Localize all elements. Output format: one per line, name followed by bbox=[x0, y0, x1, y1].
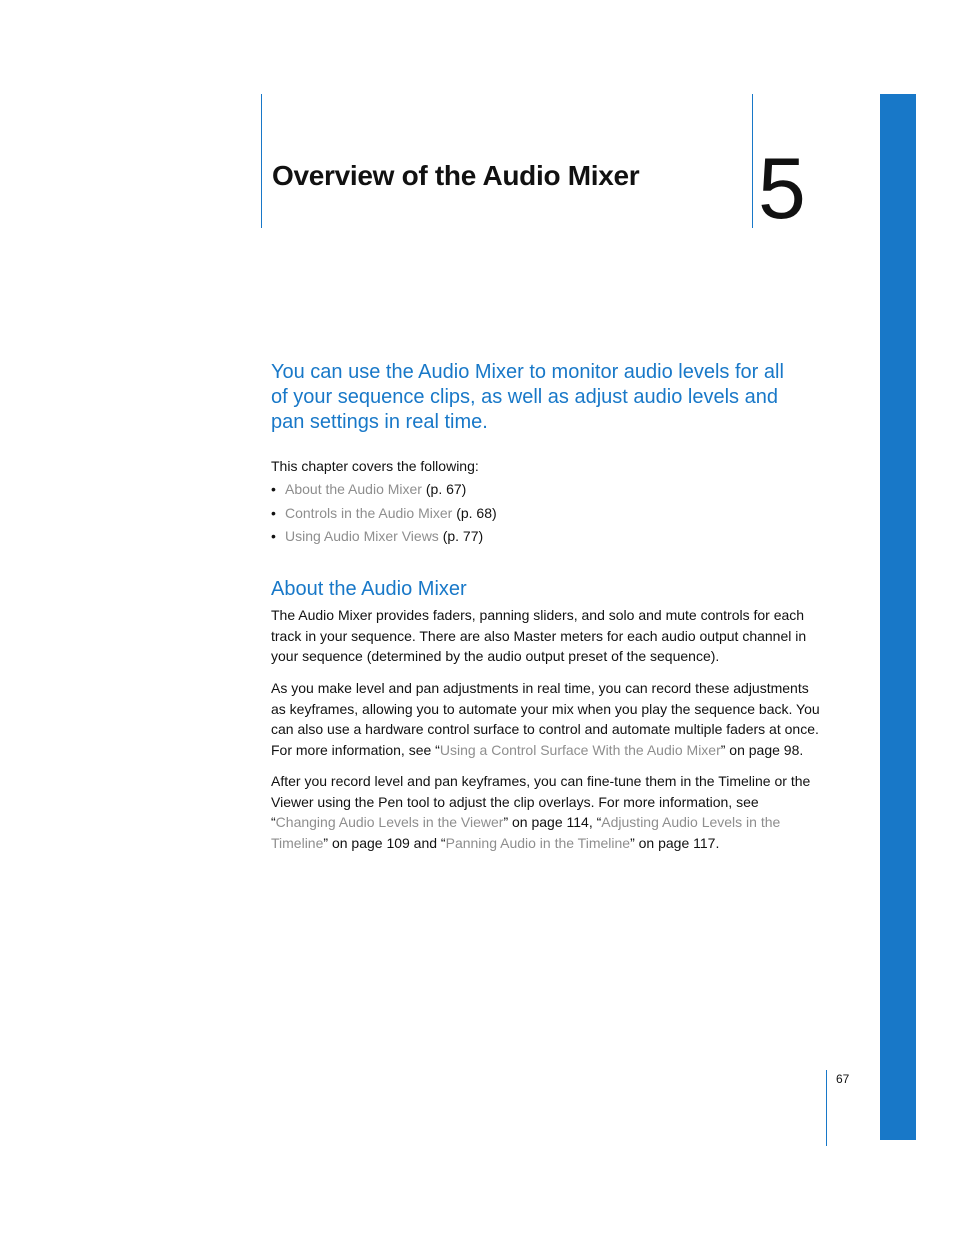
section-paragraph-2 bbox=[271, 678, 827, 760]
chapter-tab-bar bbox=[880, 94, 916, 1140]
toc-page-ref: (p. 68) bbox=[452, 504, 497, 521]
title-left-rule bbox=[261, 94, 262, 228]
bullet: • bbox=[271, 528, 276, 544]
bullet: • bbox=[271, 504, 276, 521]
link-changing-levels-viewer[interactable]: Changing Audio Levels in the Viewer bbox=[275, 814, 504, 830]
section-paragraph-3 bbox=[271, 771, 827, 853]
toc-item bbox=[271, 503, 497, 527]
chapter-number: 5 bbox=[758, 141, 806, 237]
toc-item bbox=[271, 526, 497, 550]
page-number: 67 bbox=[836, 1072, 850, 1086]
paragraph-text: ” on page 109 and “ bbox=[323, 834, 446, 851]
chapter-intro: You can use the Audio Mixer to monitor audio levels for all of your sequence clips, as well as adjust audio levels and pan settings in real time. bbox=[271, 361, 784, 433]
paragraph-text: After you record level and pan keyframes, you can fine-tune them in the Timeline or the Viewer using the Pen tool to adjust the clip overlays. For more information, see “ bbox=[271, 773, 811, 830]
chapter-number-rule bbox=[752, 94, 753, 228]
chapter-title: Overview of the Audio Mixer bbox=[272, 160, 640, 191]
toc-page-ref: (p. 77) bbox=[438, 528, 484, 544]
paragraph-text: As you make level and pan adjustments in real time, you can record these adjustments as keyframes, allowing you to automate your mix when you play the sequence back. You can also use a hardware control surface to control and automate multiple faders at once. For more information, see “ bbox=[271, 680, 820, 758]
link-control-surface[interactable]: Using a Control Surface With the Audio Mixer bbox=[439, 741, 721, 758]
paragraph-text: ” on page 98. bbox=[720, 741, 804, 758]
link-adjusting-levels-timeline[interactable]: Adjusting Audio Levels in the Timeline bbox=[271, 814, 781, 851]
section-heading: About the Audio Mixer bbox=[271, 578, 467, 600]
bullet: • bbox=[271, 481, 276, 497]
toc-link-views[interactable]: Using Audio Mixer Views bbox=[285, 528, 439, 544]
link-panning-audio-timeline[interactable]: Panning Audio in the Timeline bbox=[445, 834, 631, 851]
covers-label: This chapter covers the following: bbox=[271, 458, 479, 474]
toc-item bbox=[271, 479, 497, 503]
chapter-toc bbox=[271, 479, 497, 550]
toc-link-about-audio-mixer[interactable]: About the Audio Mixer bbox=[285, 481, 422, 497]
toc-page-ref: (p. 67) bbox=[421, 481, 467, 497]
section-paragraph-1: The Audio Mixer provides faders, panning sliders, and solo and mute controls for each track in your sequence. There are also Master meters for each audio output channel in your sequence (determined by the audio output preset of the sequence). bbox=[271, 607, 807, 664]
paragraph-text: ” on page 114, “ bbox=[503, 814, 602, 830]
paragraph-text: ” on page 117. bbox=[630, 834, 720, 851]
toc-link-controls[interactable]: Controls in the Audio Mixer bbox=[285, 504, 453, 521]
page-number-rule bbox=[826, 1070, 827, 1146]
